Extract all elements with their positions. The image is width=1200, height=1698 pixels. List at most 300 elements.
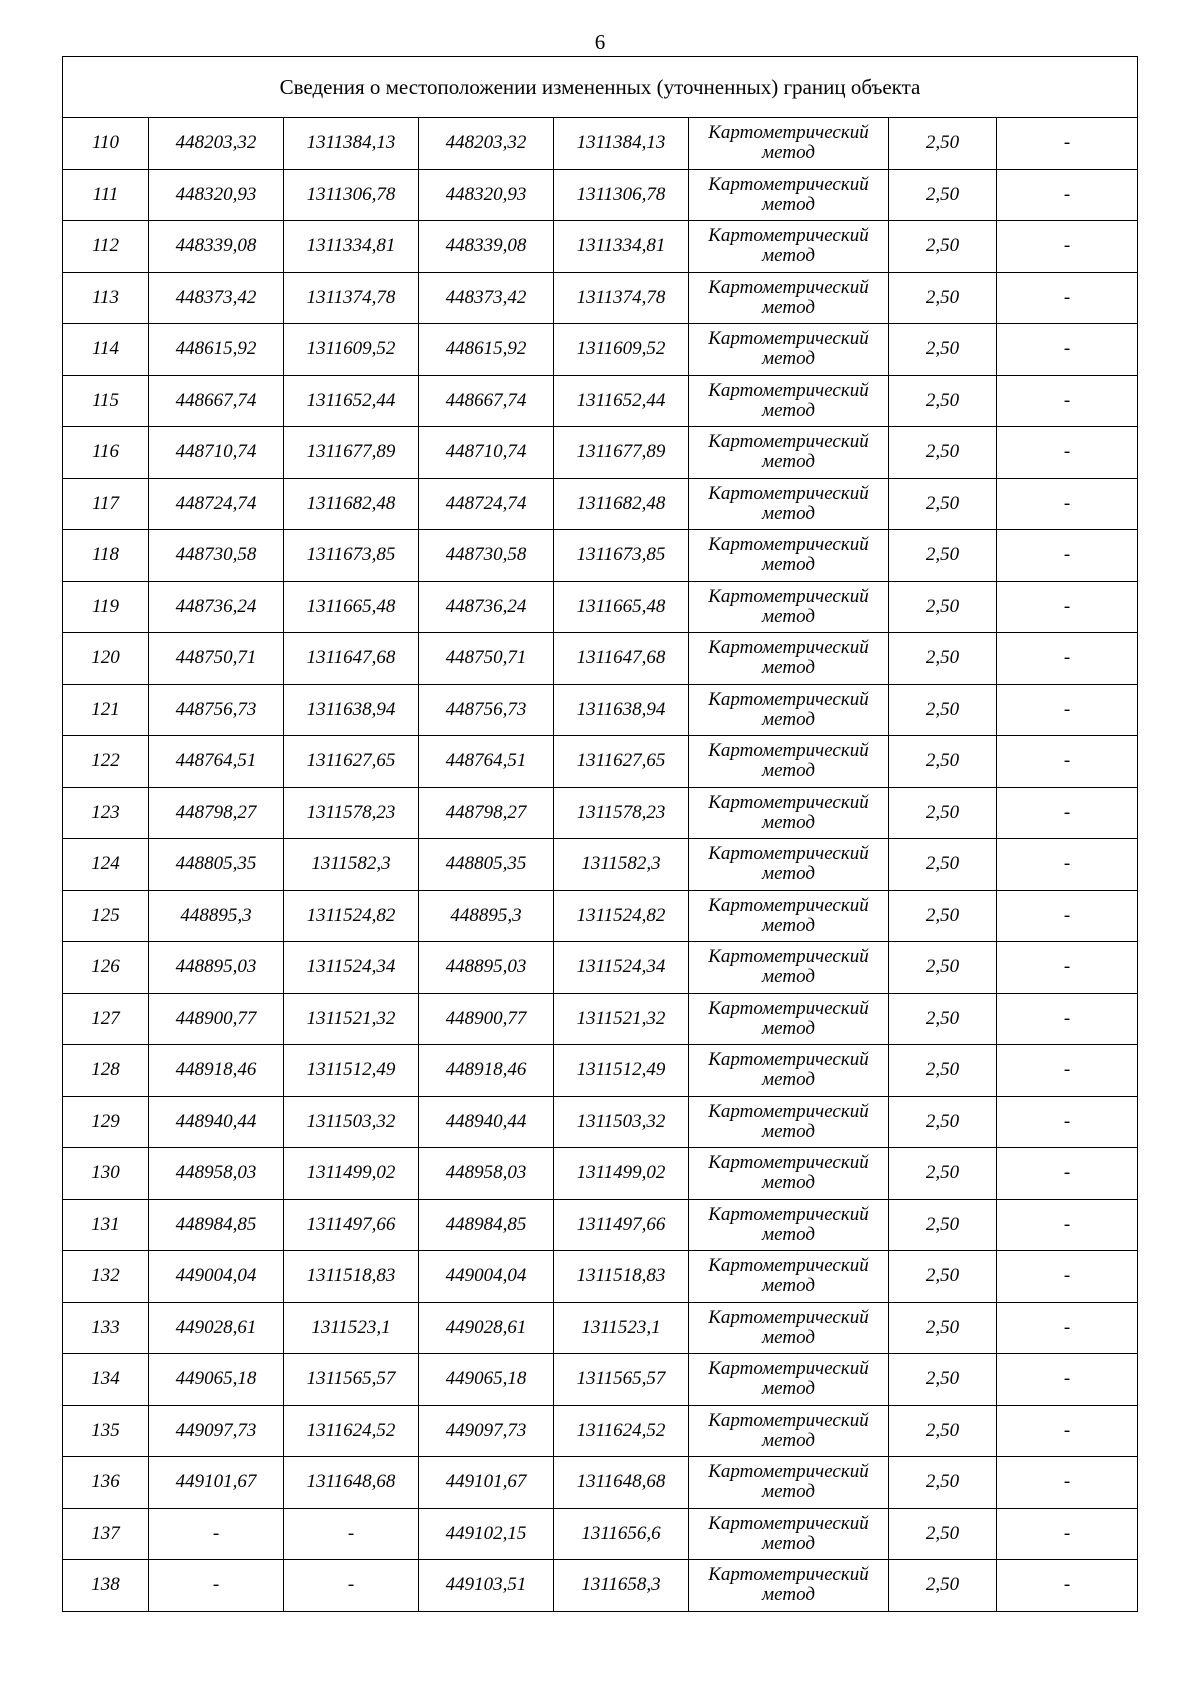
- y-refined-cell: 1311578,23: [554, 787, 689, 839]
- y-existing-cell: 1311652,44: [284, 375, 419, 427]
- y-existing-cell: 1311677,89: [284, 427, 419, 479]
- x-refined-cell: 449103,51: [419, 1560, 554, 1612]
- y-refined-cell: 1311647,68: [554, 633, 689, 685]
- method-line-2: метод: [762, 1481, 815, 1503]
- table-row: [63, 1354, 1138, 1406]
- accuracy-cell: 2,50: [889, 169, 997, 221]
- y-refined-cell: 1311518,83: [554, 1251, 689, 1303]
- note-cell: -: [997, 736, 1138, 788]
- note-cell: -: [997, 1354, 1138, 1406]
- accuracy-cell: 2,50: [889, 118, 997, 170]
- method-cell: [689, 169, 889, 221]
- method-cell: [689, 633, 889, 685]
- note-cell: -: [997, 993, 1138, 1045]
- method-cell: [689, 684, 889, 736]
- table-row: [63, 839, 1138, 891]
- y-refined-cell: 1311677,89: [554, 427, 689, 479]
- x-refined-cell: 449004,04: [419, 1251, 554, 1303]
- point-number-cell: 133: [63, 1302, 149, 1354]
- method-line-1: Картометрический: [708, 1512, 869, 1534]
- y-existing-cell: -: [284, 1560, 419, 1612]
- note-cell: -: [997, 1457, 1138, 1509]
- y-existing-cell: 1311578,23: [284, 787, 419, 839]
- method-cell: [689, 1148, 889, 1200]
- method-line-2: метод: [762, 451, 815, 473]
- point-number-cell: 125: [63, 890, 149, 942]
- method-line-1: Картометрический: [708, 1100, 869, 1122]
- accuracy-cell: 2,50: [889, 272, 997, 324]
- y-existing-cell: 1311503,32: [284, 1096, 419, 1148]
- method-cell: [689, 1354, 889, 1406]
- method-cell: [689, 324, 889, 376]
- method-cell: [689, 1045, 889, 1097]
- method-line-2: метод: [762, 605, 815, 627]
- method-line-2: метод: [762, 1532, 815, 1554]
- accuracy-cell: 2,50: [889, 993, 997, 1045]
- method-line-2: метод: [762, 914, 815, 936]
- accuracy-cell: 2,50: [889, 1251, 997, 1303]
- method-line-1: Картометрический: [708, 585, 869, 607]
- method-line-2: метод: [762, 193, 815, 215]
- accuracy-cell: 2,50: [889, 1560, 997, 1612]
- boundary-coordinates-table: [62, 56, 1138, 1612]
- x-existing-cell: 448895,3: [149, 890, 284, 942]
- method-line-1: Картометрический: [708, 946, 869, 968]
- method-cell: [689, 478, 889, 530]
- method-cell: [689, 375, 889, 427]
- y-refined-cell: 1311682,48: [554, 478, 689, 530]
- x-refined-cell: 448724,74: [419, 478, 554, 530]
- x-existing-cell: 448750,71: [149, 633, 284, 685]
- x-refined-cell: 448798,27: [419, 787, 554, 839]
- method-line-1: Картометрический: [708, 843, 869, 865]
- table-row: [63, 1508, 1138, 1560]
- table-row: [63, 169, 1138, 221]
- accuracy-cell: 2,50: [889, 787, 997, 839]
- x-refined-cell: 448895,3: [419, 890, 554, 942]
- method-line-1: Картометрический: [708, 1461, 869, 1483]
- x-refined-cell: 449097,73: [419, 1405, 554, 1457]
- y-refined-cell: 1311565,57: [554, 1354, 689, 1406]
- point-number-cell: 124: [63, 839, 149, 891]
- method-line-1: Картометрический: [708, 534, 869, 556]
- point-number-cell: 130: [63, 1148, 149, 1200]
- table-row: [63, 1560, 1138, 1612]
- method-cell: [689, 1199, 889, 1251]
- y-existing-cell: 1311524,82: [284, 890, 419, 942]
- y-refined-cell: 1311524,82: [554, 890, 689, 942]
- note-cell: -: [997, 684, 1138, 736]
- x-refined-cell: 448320,93: [419, 169, 554, 221]
- point-number-cell: 131: [63, 1199, 149, 1251]
- point-number-cell: 132: [63, 1251, 149, 1303]
- method-cell: [689, 942, 889, 994]
- accuracy-cell: 2,50: [889, 427, 997, 479]
- table-row: [63, 1045, 1138, 1097]
- method-line-1: Картометрический: [708, 1409, 869, 1431]
- x-existing-cell: 448730,58: [149, 530, 284, 582]
- x-refined-cell: 448918,46: [419, 1045, 554, 1097]
- method-cell: [689, 839, 889, 891]
- method-line-1: Картометрический: [708, 276, 869, 298]
- method-cell: [689, 1508, 889, 1560]
- y-refined-cell: 1311673,85: [554, 530, 689, 582]
- y-refined-cell: 1311658,3: [554, 1560, 689, 1612]
- method-cell: [689, 427, 889, 479]
- accuracy-cell: 2,50: [889, 633, 997, 685]
- point-number-cell: 128: [63, 1045, 149, 1097]
- y-existing-cell: 1311638,94: [284, 684, 419, 736]
- y-refined-cell: 1311665,48: [554, 581, 689, 633]
- y-existing-cell: 1311665,48: [284, 581, 419, 633]
- x-existing-cell: 448756,73: [149, 684, 284, 736]
- y-refined-cell: 1311384,13: [554, 118, 689, 170]
- x-refined-cell: 448750,71: [419, 633, 554, 685]
- method-line-2: метод: [762, 760, 815, 782]
- method-line-1: Картометрический: [708, 482, 869, 504]
- point-number-cell: 123: [63, 787, 149, 839]
- note-cell: -: [997, 787, 1138, 839]
- method-cell: [689, 736, 889, 788]
- x-refined-cell: 448710,74: [419, 427, 554, 479]
- x-refined-cell: 449028,61: [419, 1302, 554, 1354]
- point-number-cell: 122: [63, 736, 149, 788]
- accuracy-cell: 2,50: [889, 1045, 997, 1097]
- accuracy-cell: 2,50: [889, 221, 997, 273]
- method-cell: [689, 1405, 889, 1457]
- accuracy-cell: 2,50: [889, 530, 997, 582]
- method-line-1: Картометрический: [708, 1049, 869, 1071]
- y-existing-cell: 1311648,68: [284, 1457, 419, 1509]
- method-cell: [689, 1251, 889, 1303]
- x-refined-cell: 448895,03: [419, 942, 554, 994]
- table-row: [63, 1302, 1138, 1354]
- x-existing-cell: 448764,51: [149, 736, 284, 788]
- x-existing-cell: 448203,32: [149, 118, 284, 170]
- point-number-cell: 117: [63, 478, 149, 530]
- method-line-1: Картометрический: [708, 1203, 869, 1225]
- point-number-cell: 134: [63, 1354, 149, 1406]
- note-cell: -: [997, 1096, 1138, 1148]
- y-refined-cell: 1311524,34: [554, 942, 689, 994]
- table-row: [63, 427, 1138, 479]
- table-row: [63, 736, 1138, 788]
- point-number-cell: 112: [63, 221, 149, 273]
- method-line-1: Картометрический: [708, 688, 869, 710]
- method-line-1: Картометрический: [708, 1255, 869, 1277]
- accuracy-cell: 2,50: [889, 1199, 997, 1251]
- y-existing-cell: 1311624,52: [284, 1405, 419, 1457]
- note-cell: -: [997, 530, 1138, 582]
- method-line-1: Картометрический: [708, 1306, 869, 1328]
- accuracy-cell: 2,50: [889, 839, 997, 891]
- x-existing-cell: 448736,24: [149, 581, 284, 633]
- note-cell: -: [997, 272, 1138, 324]
- y-existing-cell: 1311523,1: [284, 1302, 419, 1354]
- y-refined-cell: 1311624,52: [554, 1405, 689, 1457]
- method-line-1: Картометрический: [708, 637, 869, 659]
- x-existing-cell: 448798,27: [149, 787, 284, 839]
- method-line-1: Картометрический: [708, 1358, 869, 1380]
- method-cell: [689, 1096, 889, 1148]
- method-cell: [689, 581, 889, 633]
- y-refined-cell: 1311512,49: [554, 1045, 689, 1097]
- point-number-cell: 114: [63, 324, 149, 376]
- note-cell: -: [997, 221, 1138, 273]
- table-row: [63, 890, 1138, 942]
- y-refined-cell: 1311582,3: [554, 839, 689, 891]
- point-number-cell: 119: [63, 581, 149, 633]
- note-cell: -: [997, 375, 1138, 427]
- method-cell: [689, 272, 889, 324]
- y-refined-cell: 1311334,81: [554, 221, 689, 273]
- accuracy-cell: 2,50: [889, 581, 997, 633]
- table-row: [63, 581, 1138, 633]
- method-line-2: метод: [762, 1378, 815, 1400]
- y-refined-cell: 1311652,44: [554, 375, 689, 427]
- page-number: 6: [594, 30, 606, 54]
- y-existing-cell: 1311524,34: [284, 942, 419, 994]
- x-existing-cell: 449065,18: [149, 1354, 284, 1406]
- y-existing-cell: 1311374,78: [284, 272, 419, 324]
- method-cell: [689, 1560, 889, 1612]
- method-line-2: метод: [762, 1069, 815, 1091]
- x-existing-cell: 448805,35: [149, 839, 284, 891]
- y-existing-cell: 1311521,32: [284, 993, 419, 1045]
- table-body: [63, 118, 1138, 1612]
- table-row: [63, 1148, 1138, 1200]
- point-number-cell: 129: [63, 1096, 149, 1148]
- table-row: [63, 1096, 1138, 1148]
- method-line-2: метод: [762, 1120, 815, 1142]
- method-line-1: Картометрический: [708, 997, 869, 1019]
- y-refined-cell: 1311499,02: [554, 1148, 689, 1200]
- note-cell: -: [997, 324, 1138, 376]
- table-row: [63, 1405, 1138, 1457]
- accuracy-cell: 2,50: [889, 890, 997, 942]
- accuracy-cell: 2,50: [889, 1148, 997, 1200]
- x-refined-cell: 449101,67: [419, 1457, 554, 1509]
- x-existing-cell: 448320,93: [149, 169, 284, 221]
- accuracy-cell: 2,50: [889, 1405, 997, 1457]
- method-line-1: Картометрический: [708, 173, 869, 195]
- note-cell: -: [997, 839, 1138, 891]
- table-row: [63, 1457, 1138, 1509]
- point-number-cell: 110: [63, 118, 149, 170]
- table-row: [63, 633, 1138, 685]
- method-line-2: метод: [762, 708, 815, 730]
- method-line-2: метод: [762, 142, 815, 164]
- method-line-2: метод: [762, 811, 815, 833]
- accuracy-cell: 2,50: [889, 1302, 997, 1354]
- method-cell: [689, 993, 889, 1045]
- method-line-2: метод: [762, 1326, 815, 1348]
- method-cell: [689, 787, 889, 839]
- method-line-1: Картометрический: [708, 225, 869, 247]
- method-line-2: метод: [762, 348, 815, 370]
- point-number-cell: 121: [63, 684, 149, 736]
- x-existing-cell: 448667,74: [149, 375, 284, 427]
- method-line-2: метод: [762, 1429, 815, 1451]
- table-row: [63, 942, 1138, 994]
- y-existing-cell: 1311673,85: [284, 530, 419, 582]
- table-row: [63, 787, 1138, 839]
- accuracy-cell: 2,50: [889, 736, 997, 788]
- y-existing-cell: 1311512,49: [284, 1045, 419, 1097]
- note-cell: -: [997, 169, 1138, 221]
- x-existing-cell: 449028,61: [149, 1302, 284, 1354]
- y-existing-cell: 1311306,78: [284, 169, 419, 221]
- method-line-2: метод: [762, 966, 815, 988]
- y-refined-cell: 1311638,94: [554, 684, 689, 736]
- note-cell: -: [997, 1251, 1138, 1303]
- note-cell: -: [997, 427, 1138, 479]
- y-existing-cell: 1311518,83: [284, 1251, 419, 1303]
- x-existing-cell: 448940,44: [149, 1096, 284, 1148]
- y-existing-cell: 1311497,66: [284, 1199, 419, 1251]
- x-existing-cell: 448710,74: [149, 427, 284, 479]
- note-cell: -: [997, 942, 1138, 994]
- table-row: [63, 993, 1138, 1045]
- method-cell: [689, 118, 889, 170]
- y-existing-cell: 1311582,3: [284, 839, 419, 891]
- table-row: [63, 684, 1138, 736]
- y-existing-cell: 1311609,52: [284, 324, 419, 376]
- method-line-1: Картометрический: [708, 379, 869, 401]
- method-cell: [689, 890, 889, 942]
- note-cell: -: [997, 1045, 1138, 1097]
- y-refined-cell: 1311609,52: [554, 324, 689, 376]
- table-row: [63, 1251, 1138, 1303]
- x-refined-cell: 448958,03: [419, 1148, 554, 1200]
- x-existing-cell: 448373,42: [149, 272, 284, 324]
- method-line-1: Картометрический: [708, 1152, 869, 1174]
- x-existing-cell: 448958,03: [149, 1148, 284, 1200]
- x-existing-cell: -: [149, 1560, 284, 1612]
- method-line-1: Картометрический: [708, 431, 869, 453]
- note-cell: -: [997, 1508, 1138, 1560]
- point-number-cell: 137: [63, 1508, 149, 1560]
- table-row: [63, 324, 1138, 376]
- x-refined-cell: 448756,73: [419, 684, 554, 736]
- y-refined-cell: 1311656,6: [554, 1508, 689, 1560]
- y-existing-cell: 1311334,81: [284, 221, 419, 273]
- x-refined-cell: 448730,58: [419, 530, 554, 582]
- point-number-cell: 126: [63, 942, 149, 994]
- x-refined-cell: 448203,32: [419, 118, 554, 170]
- accuracy-cell: 2,50: [889, 684, 997, 736]
- method-line-2: метод: [762, 1172, 815, 1194]
- y-refined-cell: 1311627,65: [554, 736, 689, 788]
- x-refined-cell: 448373,42: [419, 272, 554, 324]
- point-number-cell: 135: [63, 1405, 149, 1457]
- method-line-2: метод: [762, 245, 815, 267]
- point-number-cell: 118: [63, 530, 149, 582]
- table-row: [63, 272, 1138, 324]
- x-existing-cell: 448900,77: [149, 993, 284, 1045]
- note-cell: -: [997, 1199, 1138, 1251]
- note-cell: -: [997, 581, 1138, 633]
- y-existing-cell: 1311384,13: [284, 118, 419, 170]
- x-existing-cell: 448918,46: [149, 1045, 284, 1097]
- method-cell: [689, 1302, 889, 1354]
- method-line-2: метод: [762, 502, 815, 524]
- x-existing-cell: 449097,73: [149, 1405, 284, 1457]
- note-cell: -: [997, 478, 1138, 530]
- y-refined-cell: 1311497,66: [554, 1199, 689, 1251]
- table-row: [63, 530, 1138, 582]
- point-number-cell: 138: [63, 1560, 149, 1612]
- method-cell: [689, 221, 889, 273]
- accuracy-cell: 2,50: [889, 375, 997, 427]
- method-line-2: метод: [762, 1584, 815, 1606]
- x-existing-cell: 449004,04: [149, 1251, 284, 1303]
- note-cell: -: [997, 1302, 1138, 1354]
- y-refined-cell: 1311648,68: [554, 1457, 689, 1509]
- method-cell: [689, 1457, 889, 1509]
- y-refined-cell: 1311503,32: [554, 1096, 689, 1148]
- accuracy-cell: 2,50: [889, 1508, 997, 1560]
- x-existing-cell: -: [149, 1508, 284, 1560]
- point-number-cell: 113: [63, 272, 149, 324]
- accuracy-cell: 2,50: [889, 324, 997, 376]
- method-line-1: Картометрический: [708, 1564, 869, 1586]
- method-line-1: Картометрический: [708, 328, 869, 350]
- x-refined-cell: 448615,92: [419, 324, 554, 376]
- method-line-2: метод: [762, 1017, 815, 1039]
- note-cell: -: [997, 890, 1138, 942]
- point-number-cell: 115: [63, 375, 149, 427]
- accuracy-cell: 2,50: [889, 1096, 997, 1148]
- method-cell: [689, 530, 889, 582]
- y-existing-cell: 1311682,48: [284, 478, 419, 530]
- x-refined-cell: 448984,85: [419, 1199, 554, 1251]
- method-line-2: метод: [762, 554, 815, 576]
- note-cell: -: [997, 1148, 1138, 1200]
- y-existing-cell: 1311565,57: [284, 1354, 419, 1406]
- method-line-2: метод: [762, 399, 815, 421]
- point-number-cell: 136: [63, 1457, 149, 1509]
- x-existing-cell: 448724,74: [149, 478, 284, 530]
- accuracy-cell: 2,50: [889, 478, 997, 530]
- x-refined-cell: 448900,77: [419, 993, 554, 1045]
- x-existing-cell: 448895,03: [149, 942, 284, 994]
- table-title-row: [63, 57, 1138, 118]
- x-refined-cell: 448764,51: [419, 736, 554, 788]
- y-refined-cell: 1311306,78: [554, 169, 689, 221]
- y-existing-cell: 1311647,68: [284, 633, 419, 685]
- y-existing-cell: -: [284, 1508, 419, 1560]
- method-line-1: Картометрический: [708, 740, 869, 762]
- y-existing-cell: 1311499,02: [284, 1148, 419, 1200]
- method-line-2: метод: [762, 296, 815, 318]
- y-existing-cell: 1311627,65: [284, 736, 419, 788]
- x-refined-cell: 449102,15: [419, 1508, 554, 1560]
- x-refined-cell: 448805,35: [419, 839, 554, 891]
- method-line-2: метод: [762, 1223, 815, 1245]
- accuracy-cell: 2,50: [889, 1354, 997, 1406]
- x-existing-cell: 448339,08: [149, 221, 284, 273]
- method-line-2: метод: [762, 657, 815, 679]
- table-title: Сведения о местоположении измененных (уточненных) границ объекта: [63, 57, 1138, 118]
- method-line-1: Картометрический: [708, 122, 869, 144]
- accuracy-cell: 2,50: [889, 1457, 997, 1509]
- table-row: [63, 478, 1138, 530]
- x-existing-cell: 448984,85: [149, 1199, 284, 1251]
- method-line-2: метод: [762, 1275, 815, 1297]
- point-number-cell: 120: [63, 633, 149, 685]
- x-refined-cell: 449065,18: [419, 1354, 554, 1406]
